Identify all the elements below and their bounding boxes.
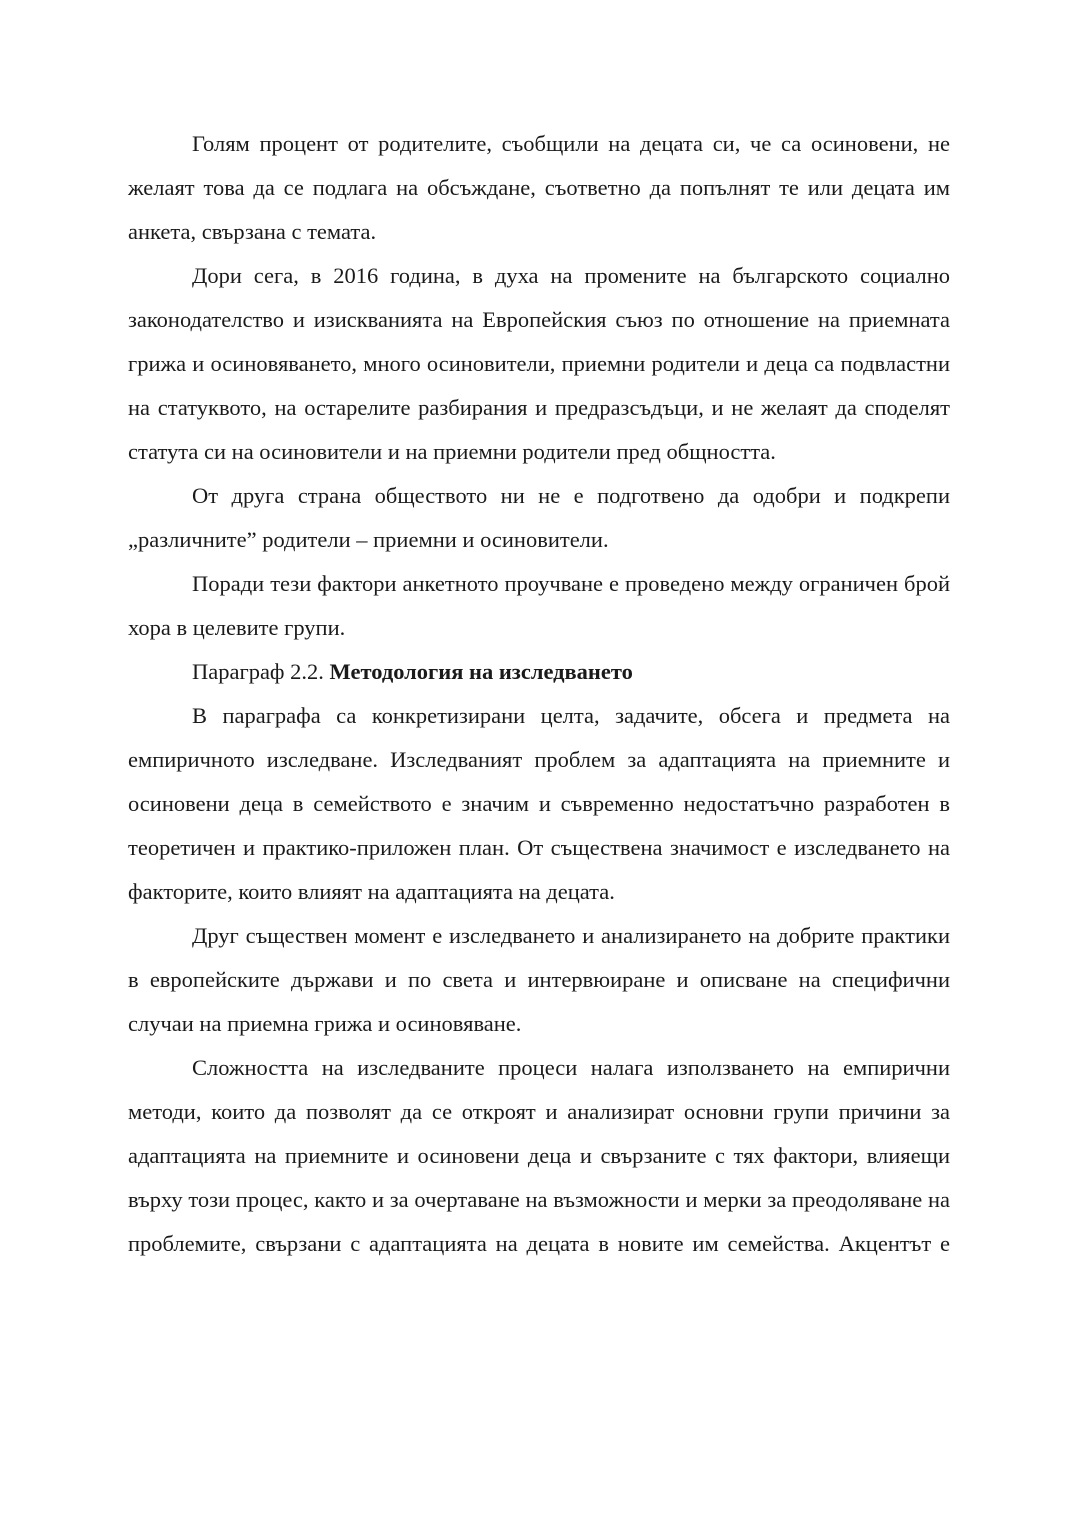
paragraph-empirical-methods: Сложността на изследваните процеси налага използването на емпирични методи, които да позволят да се откроят и анализират основни групи причини за адаптацията на приемните и осиновени деца и свързаните с тях фактори, влияещи върху този процес, както и за очертаване на възможности и мерки за преодоляване на проблемите, свързани с адаптацията на децата в новите им семейства. Акцентът е xyxy=(128,1055,950,1256)
paragraph-good-practices: Друг съществен момент е изследването и анализирането на добрите практики в европейските държави и по света и интервюиране и описване на специфични случаи на приемна грижа и осиновяване. xyxy=(128,923,950,1036)
paragraph-limited-survey: Поради тези фактори анкетното проучване е проведено между ограничен брой хора в целевите групи. xyxy=(128,571,950,640)
paragraph-parent-reluctance: Голям процент от родителите, съобщили на децата си, че са осиновени, не желаят това да се подлага на обсъждане, съответно да попълнят те или децата им анкета, свързана с темата. xyxy=(128,131,950,244)
paragraph-methodology-goals: В параграфа са конкретизирани целта, задачите, обсега и предмета на емпиричното изследване. Изследваният проблем за адаптацията на приемните и осиновени деца в семейството е значим и съвременно недостатъчно разработен в теоретичен и практико-приложен план. От съществена значимост е изследването на факторите, които влияят на адаптацията на децата. xyxy=(128,703,950,904)
section-heading-title: Методология на изследването xyxy=(329,659,633,684)
section-heading xyxy=(128,650,950,694)
paragraph-society-unprepared: От друга страна обществото ни не е подготвено да одобри и подкрепи „различните” родители – приемни и осиновители. xyxy=(128,483,950,552)
section-heading-prefix: Параграф 2.2. xyxy=(192,659,324,684)
paragraph-status-quo: Дори сега, в 2016 година, в духа на промените на българското социално законодателство и изискванията на Европейския съюз по отношение на приемната грижа и осиновяването, много осиновители, приемни родители и деца са подвластни на статуквото, на остарелите разбирания и предразсъдъци, и не желаят да споделят статута си на осиновители и на приемни родители пред общността. xyxy=(128,263,950,464)
document-page xyxy=(128,122,950,1266)
